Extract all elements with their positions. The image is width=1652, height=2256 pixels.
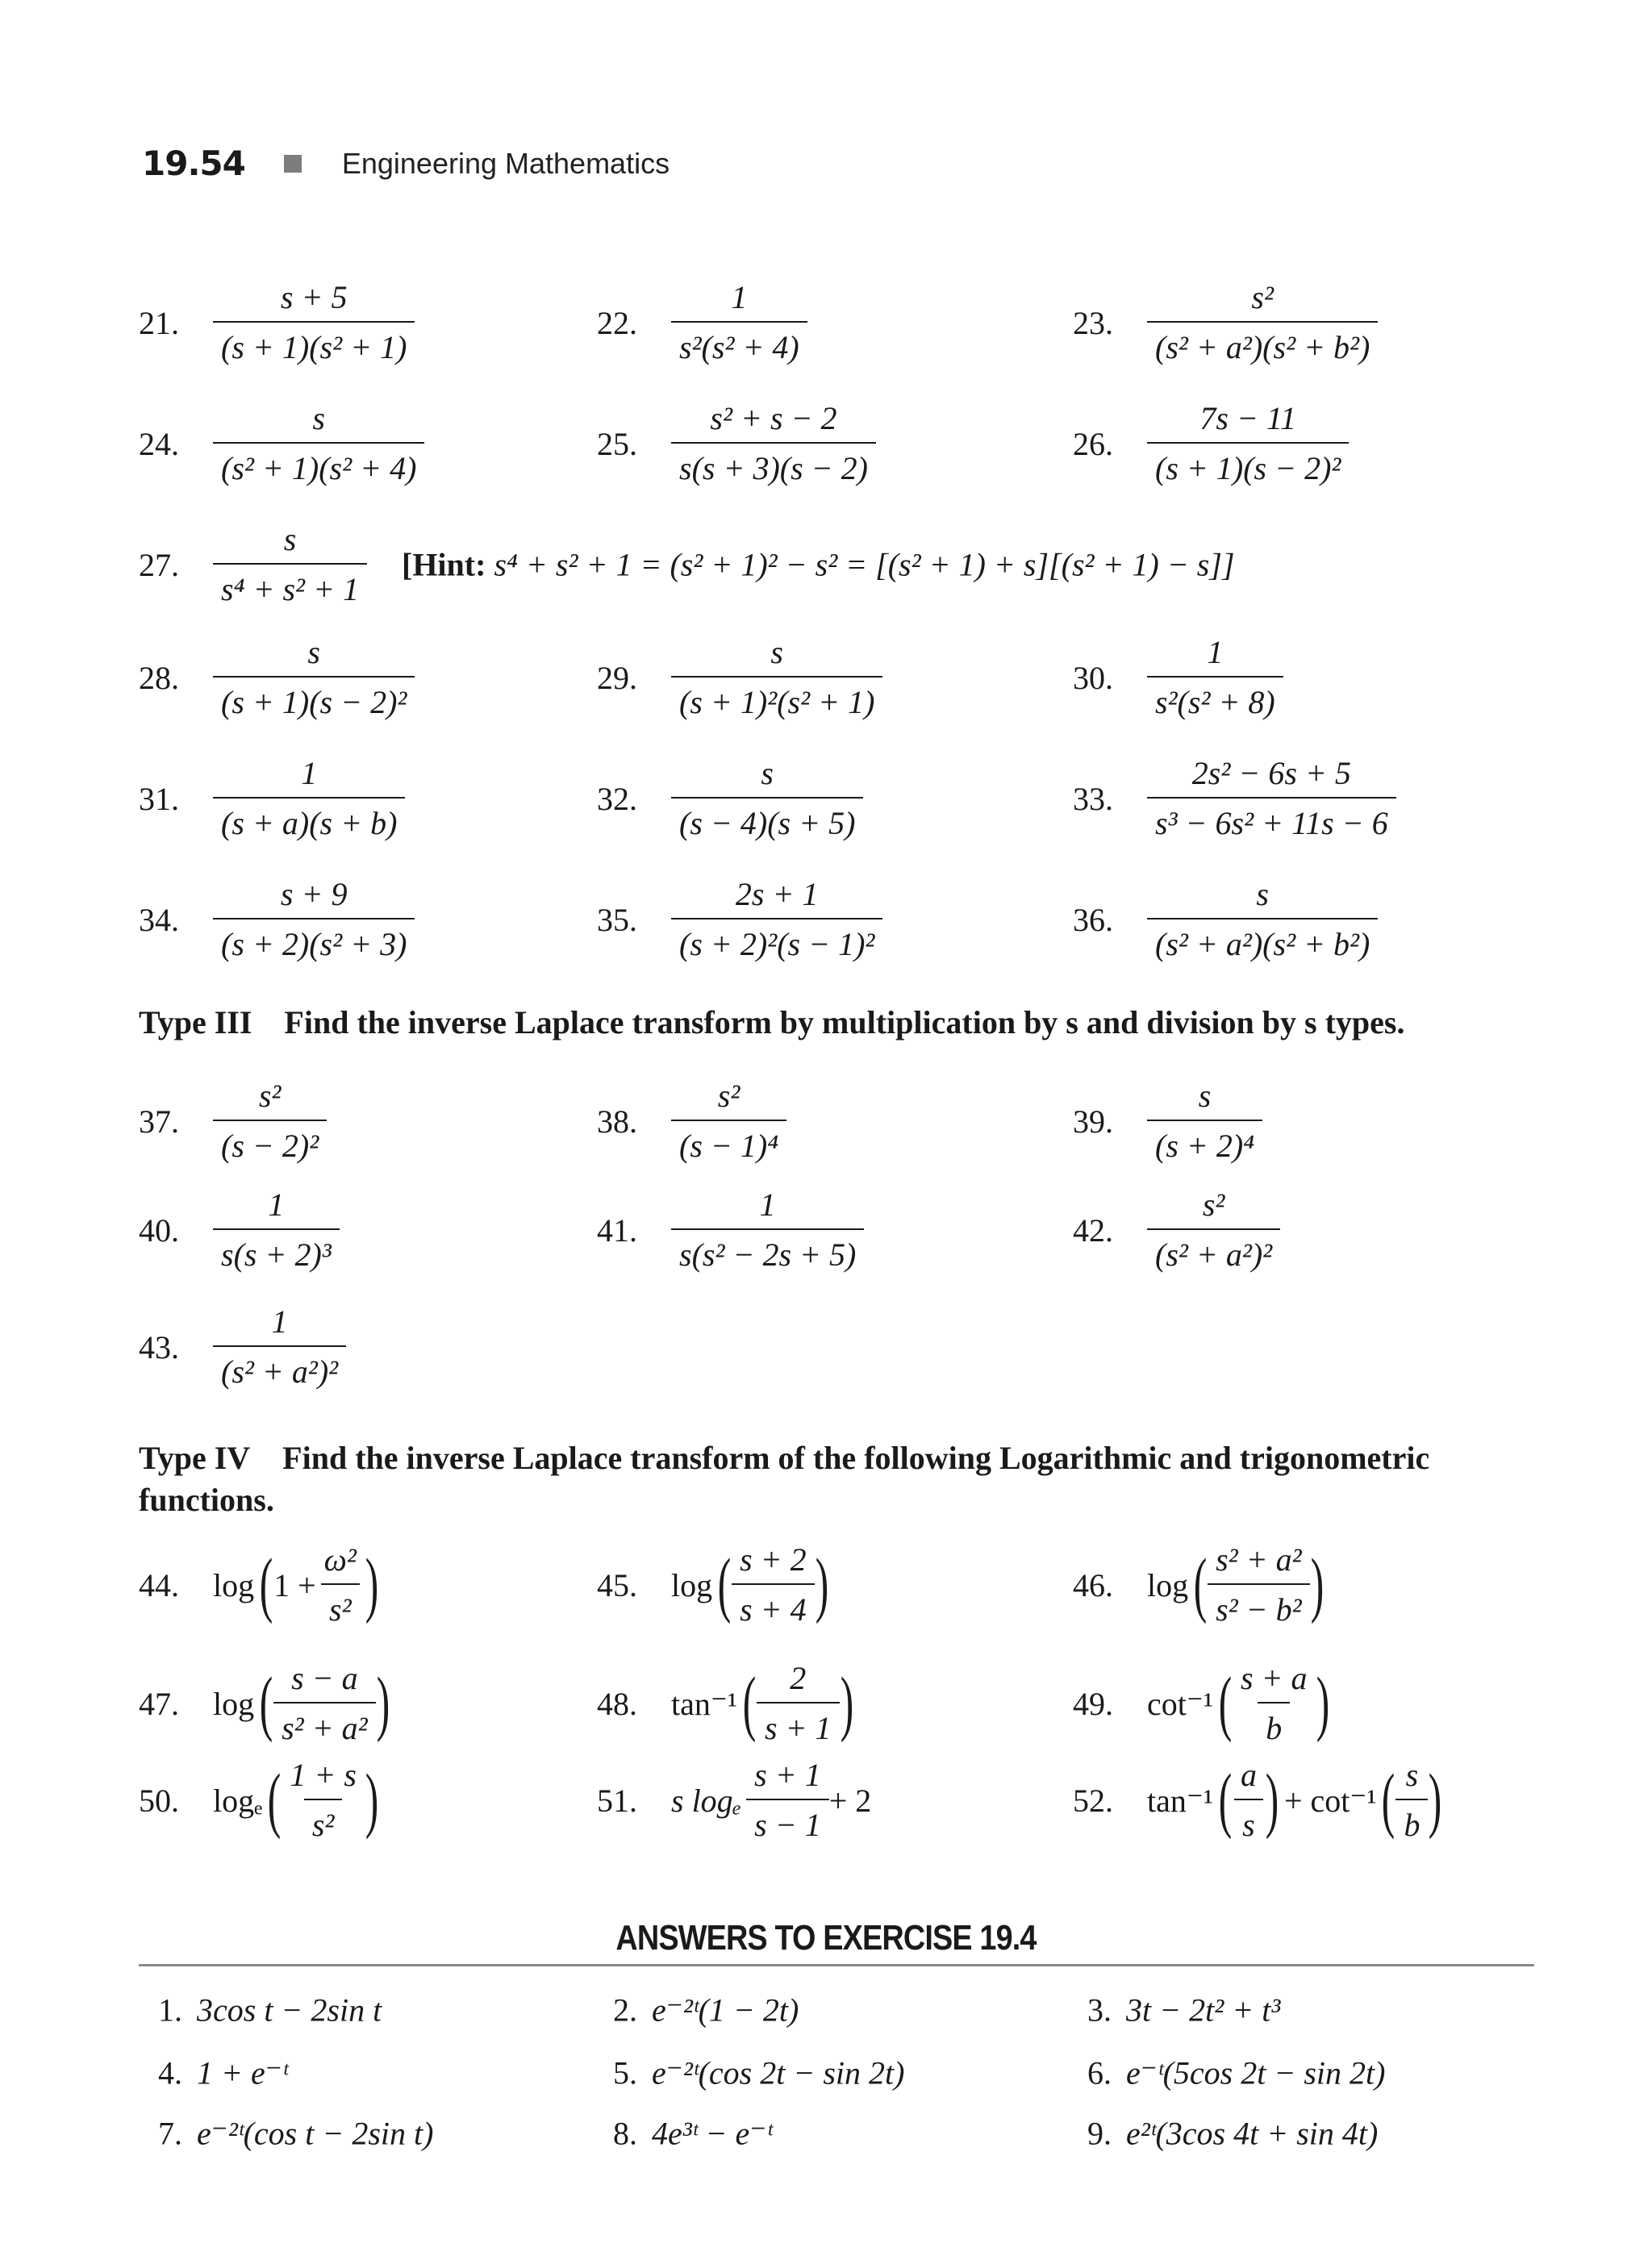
problem-29 bbox=[597, 632, 882, 723]
function-name: cot⁻¹ bbox=[1147, 1685, 1213, 1722]
denominator: (s² + a²)(s² + b²) bbox=[1147, 321, 1378, 368]
numerator: 1 + s bbox=[290, 1757, 357, 1793]
problem-45 bbox=[597, 1540, 829, 1630]
fraction bbox=[732, 1540, 815, 1630]
function-name: s logₑ bbox=[671, 1782, 742, 1819]
denominator: (s + a)(s + b) bbox=[213, 797, 405, 844]
problem-34 bbox=[139, 874, 415, 965]
fraction bbox=[671, 874, 882, 965]
open-paren: ( bbox=[717, 1545, 732, 1624]
close-paren: ) bbox=[1429, 1760, 1442, 1840]
numerator: s + 2 bbox=[740, 1541, 807, 1578]
problem-47 bbox=[139, 1658, 390, 1749]
answer-text: e⁻²ᵗ(1 − 2t) bbox=[652, 1991, 799, 2029]
denominator: (s² + a²)² bbox=[213, 1345, 346, 1392]
problem-number: 34. bbox=[139, 901, 179, 938]
denominator: s(s² − 2s + 5) bbox=[671, 1228, 864, 1275]
close-paren: ) bbox=[365, 1545, 379, 1624]
problem-number: 23. bbox=[1073, 304, 1113, 341]
problem-37 bbox=[139, 1076, 327, 1166]
problem-43 bbox=[139, 1302, 346, 1392]
problem-24 bbox=[139, 398, 424, 489]
function-name: log bbox=[213, 1566, 255, 1603]
close-paren: ) bbox=[840, 1663, 853, 1743]
numerator: 2 bbox=[790, 1660, 807, 1696]
problem-number: 26. bbox=[1073, 425, 1113, 462]
numerator: s bbox=[1256, 876, 1269, 912]
middle-term: + cot⁻¹ bbox=[1283, 1782, 1377, 1819]
denominator: s + 1 bbox=[757, 1702, 840, 1749]
answer-text: 4e³ᵗ − e⁻ᵗ bbox=[652, 2115, 773, 2152]
answer-number: 7. bbox=[158, 2115, 182, 2152]
problem-number: 21. bbox=[139, 304, 179, 341]
page-number: 19.54 bbox=[142, 144, 245, 183]
function-name: log bbox=[1147, 1566, 1189, 1603]
type-label: Type IV bbox=[139, 1440, 251, 1476]
problem-number: 31. bbox=[139, 780, 179, 817]
book-title: Engineering Mathematics bbox=[341, 146, 670, 180]
problem-number: 22. bbox=[597, 304, 637, 341]
open-paren: ( bbox=[268, 1760, 282, 1840]
denominator: b bbox=[1258, 1702, 1290, 1749]
denominator: s² bbox=[321, 1583, 360, 1630]
problem-32 bbox=[597, 753, 863, 844]
problem-number: 46. bbox=[1073, 1566, 1113, 1603]
numerator: s bbox=[283, 521, 297, 557]
problem-44 bbox=[139, 1540, 379, 1630]
fraction bbox=[671, 632, 882, 723]
denominator: (s − 4)(s + 5) bbox=[671, 797, 863, 844]
function-name: log bbox=[213, 1685, 255, 1722]
fraction bbox=[213, 753, 405, 844]
close-paren: ) bbox=[1265, 1760, 1279, 1840]
problem-22 bbox=[597, 277, 807, 368]
denominator: (s + 1)(s² + 1) bbox=[213, 321, 415, 368]
hint-label: [Hint: bbox=[402, 546, 486, 583]
function-name: tan⁻¹ bbox=[1147, 1782, 1213, 1819]
problem-number: 24. bbox=[139, 425, 179, 462]
numerator: s + 1 bbox=[754, 1757, 821, 1793]
open-paren: ( bbox=[742, 1663, 757, 1743]
answers-divider bbox=[139, 1964, 1534, 1966]
denominator: s⁴ + s² + 1 bbox=[213, 563, 367, 610]
problem-49 bbox=[1073, 1658, 1330, 1749]
problem-number: 27. bbox=[139, 546, 179, 583]
problem-52 bbox=[1073, 1755, 1442, 1845]
fraction bbox=[213, 277, 415, 368]
answer-number: 1. bbox=[158, 1991, 182, 2029]
prefix: 1 + bbox=[273, 1566, 316, 1603]
numerator: 7s − 11 bbox=[1199, 400, 1296, 436]
fraction bbox=[213, 1076, 327, 1166]
numerator: s bbox=[1198, 1078, 1212, 1114]
problem-26 bbox=[1073, 398, 1349, 489]
numerator: 2s + 1 bbox=[735, 876, 819, 912]
answer-text: e⁻²ᵗ(cos t − 2sin t) bbox=[197, 2115, 434, 2152]
denominator: (s + 1)(s − 2)² bbox=[1147, 442, 1349, 489]
problem-41 bbox=[597, 1185, 864, 1275]
problem-number: 45. bbox=[597, 1566, 637, 1603]
problem-27 bbox=[139, 519, 367, 610]
open-paren: ( bbox=[1193, 1545, 1208, 1624]
fraction bbox=[671, 398, 876, 489]
denominator: s² bbox=[304, 1799, 343, 1845]
numerator: a bbox=[1240, 1757, 1257, 1793]
problem-number: 35. bbox=[597, 901, 637, 938]
type-iii-heading bbox=[139, 1002, 1534, 1044]
numerator: s − a bbox=[291, 1660, 358, 1696]
answer-4 bbox=[158, 2054, 288, 2092]
numerator: 1 bbox=[301, 755, 318, 791]
denominator: s²(s² + 8) bbox=[1147, 676, 1283, 723]
fraction bbox=[746, 1755, 829, 1845]
denominator: s − 1 bbox=[746, 1799, 829, 1845]
denominator: (s + 2)(s² + 3) bbox=[213, 918, 415, 965]
fraction bbox=[316, 1540, 365, 1630]
header-square-icon bbox=[284, 155, 302, 173]
problem-number: 41. bbox=[597, 1211, 637, 1249]
denominator: (s + 2)⁴ bbox=[1147, 1120, 1262, 1166]
fraction bbox=[1147, 398, 1349, 489]
numerator: s bbox=[1405, 1757, 1419, 1793]
numerator: s bbox=[770, 634, 783, 670]
open-paren: ( bbox=[1218, 1760, 1233, 1840]
denominator: s²(s² + 4) bbox=[671, 321, 807, 368]
problem-50 bbox=[139, 1755, 379, 1845]
page-header bbox=[142, 144, 670, 183]
numerator: s² bbox=[717, 1078, 740, 1114]
numerator: s² + s − 2 bbox=[710, 400, 837, 436]
answer-text: 3cos t − 2sin t bbox=[197, 1991, 382, 2029]
problem-39 bbox=[1073, 1076, 1262, 1166]
fraction bbox=[213, 632, 415, 723]
problem-number: 38. bbox=[597, 1103, 637, 1140]
answers-title: ANSWERS TO EXERCISE 19.4 bbox=[615, 1918, 1037, 1958]
answer-number: 3. bbox=[1087, 1991, 1112, 2029]
problem-48 bbox=[597, 1658, 854, 1749]
denominator: s³ − 6s² + 11s − 6 bbox=[1147, 797, 1396, 844]
problem-30 bbox=[1073, 632, 1283, 723]
fraction bbox=[757, 1658, 840, 1749]
problem-23 bbox=[1073, 277, 1378, 368]
answer-2 bbox=[613, 1991, 799, 2029]
problem-number: 51. bbox=[597, 1782, 637, 1819]
problem-number: 42. bbox=[1073, 1211, 1113, 1249]
problem-35 bbox=[597, 874, 882, 965]
close-paren: ) bbox=[376, 1663, 390, 1743]
numerator: s bbox=[761, 755, 774, 791]
numerator: 1 bbox=[759, 1186, 776, 1223]
problem-40 bbox=[139, 1185, 340, 1275]
answer-1 bbox=[158, 1991, 382, 2029]
fraction bbox=[1395, 1755, 1428, 1845]
fraction bbox=[213, 874, 415, 965]
problem-21 bbox=[139, 277, 415, 368]
type-text: Find the inverse Laplace transform of the following Logarithmic and trigonometric functions. bbox=[139, 1440, 1430, 1518]
denominator: (s² + a²)(s² + b²) bbox=[1147, 918, 1378, 965]
close-paren: ) bbox=[815, 1545, 828, 1624]
problem-number: 49. bbox=[1073, 1685, 1113, 1722]
answer-number: 8. bbox=[613, 2115, 637, 2152]
problem-number: 40. bbox=[139, 1211, 179, 1249]
fraction bbox=[671, 1185, 864, 1275]
answer-number: 4. bbox=[158, 2054, 182, 2091]
fraction bbox=[213, 1185, 340, 1275]
numerator: s² + a² bbox=[1216, 1541, 1302, 1578]
fraction bbox=[1233, 1658, 1316, 1749]
answer-text: e²ᵗ(3cos 4t + sin 4t) bbox=[1126, 2115, 1379, 2152]
numerator: s + 9 bbox=[280, 876, 348, 912]
answer-6 bbox=[1087, 2054, 1385, 2092]
problem-33 bbox=[1073, 753, 1396, 844]
fraction bbox=[1147, 1076, 1262, 1166]
answer-text: 1 + e⁻ᵗ bbox=[197, 2054, 288, 2091]
denominator: s² − b² bbox=[1208, 1583, 1310, 1630]
close-paren: ) bbox=[1310, 1545, 1324, 1624]
type-iv-heading bbox=[139, 1437, 1534, 1521]
problem-number: 48. bbox=[597, 1685, 637, 1722]
problem-28 bbox=[139, 632, 415, 723]
answer-7 bbox=[158, 2115, 433, 2153]
problem-number: 25. bbox=[597, 425, 637, 462]
problem-31 bbox=[139, 753, 405, 844]
type-label: Type III bbox=[139, 1004, 252, 1040]
answer-text: e⁻²ᵗ(cos 2t − sin 2t) bbox=[652, 2054, 905, 2091]
denominator: s² + a² bbox=[273, 1702, 376, 1749]
denominator: (s² + 1)(s² + 4) bbox=[213, 442, 424, 489]
function-name: logₑ bbox=[213, 1782, 263, 1819]
fraction bbox=[671, 1076, 786, 1166]
denominator: s + 4 bbox=[732, 1583, 815, 1630]
denominator: (s² + a²)² bbox=[1147, 1228, 1280, 1275]
answer-number: 9. bbox=[1087, 2115, 1112, 2152]
suffix: + 2 bbox=[828, 1782, 872, 1819]
numerator: s + a bbox=[1240, 1660, 1308, 1696]
denominator: b bbox=[1395, 1799, 1428, 1845]
fraction bbox=[213, 519, 367, 610]
type-text: Find the inverse Laplace transform by multiplication by s and division by s types. bbox=[284, 1004, 1405, 1040]
answer-number: 5. bbox=[613, 2054, 637, 2091]
problem-number: 47. bbox=[139, 1685, 179, 1722]
problem-36 bbox=[1073, 874, 1378, 965]
hint-text: s⁴ + s² + 1 = (s² + 1)² − s² = [(s² + 1) + s][(s² + 1) − s]] bbox=[494, 546, 1235, 583]
answer-text: e⁻ᵗ(5cos 2t − sin 2t) bbox=[1126, 2054, 1386, 2091]
fraction bbox=[1147, 753, 1396, 844]
problem-25 bbox=[597, 398, 876, 489]
numerator: 1 bbox=[731, 279, 748, 315]
denominator: (s − 1)⁴ bbox=[671, 1120, 786, 1166]
problem-number: 30. bbox=[1073, 659, 1113, 696]
denominator: s(s + 3)(s − 2) bbox=[671, 442, 876, 489]
hint-27 bbox=[402, 546, 1235, 584]
answer-text: 3t − 2t² + t³ bbox=[1126, 1991, 1281, 2029]
numerator: 2s² − 6s + 5 bbox=[1191, 755, 1351, 791]
problem-46 bbox=[1073, 1540, 1325, 1630]
answer-8 bbox=[613, 2115, 772, 2153]
open-paren: ( bbox=[259, 1545, 273, 1624]
denominator: (s + 1)(s − 2)² bbox=[213, 676, 415, 723]
problem-number: 33. bbox=[1073, 780, 1113, 817]
problem-51 bbox=[597, 1755, 871, 1845]
numerator: ω² bbox=[323, 1541, 357, 1578]
numerator: s bbox=[312, 400, 325, 436]
problem-38 bbox=[597, 1076, 786, 1166]
fraction bbox=[671, 277, 807, 368]
numerator: 1 bbox=[271, 1303, 288, 1340]
problem-number: 28. bbox=[139, 659, 179, 696]
problem-number: 39. bbox=[1073, 1103, 1113, 1140]
fraction bbox=[213, 1302, 346, 1392]
numerator: s² bbox=[258, 1078, 282, 1114]
problem-number: 50. bbox=[139, 1782, 179, 1819]
numerator: s² bbox=[1202, 1186, 1225, 1223]
denominator: s(s + 2)³ bbox=[213, 1228, 340, 1275]
function-name: tan⁻¹ bbox=[671, 1685, 737, 1722]
problem-number: 36. bbox=[1073, 901, 1113, 938]
answer-number: 6. bbox=[1087, 2054, 1112, 2091]
fraction bbox=[1147, 632, 1283, 723]
problem-number: 44. bbox=[139, 1566, 179, 1603]
open-paren: ( bbox=[1382, 1760, 1395, 1840]
fraction bbox=[282, 1755, 365, 1845]
denominator: s bbox=[1234, 1799, 1263, 1845]
fraction bbox=[1147, 277, 1378, 368]
denominator: (s − 2)² bbox=[213, 1120, 327, 1166]
open-paren: ( bbox=[259, 1663, 273, 1743]
fraction bbox=[671, 753, 863, 844]
fraction bbox=[1147, 1185, 1280, 1275]
fraction bbox=[213, 398, 424, 489]
numerator: s bbox=[307, 634, 320, 670]
answer-5 bbox=[613, 2054, 904, 2092]
numerator: 1 bbox=[268, 1186, 285, 1223]
answer-3 bbox=[1087, 1991, 1280, 2029]
fraction bbox=[1208, 1540, 1310, 1630]
fraction bbox=[273, 1658, 376, 1749]
problem-number: 29. bbox=[597, 659, 637, 696]
denominator: (s + 1)²(s² + 1) bbox=[671, 676, 882, 723]
problem-42 bbox=[1073, 1185, 1280, 1275]
fraction bbox=[1147, 874, 1378, 965]
numerator: s + 5 bbox=[280, 279, 348, 315]
fraction bbox=[1233, 1755, 1265, 1845]
problem-number: 37. bbox=[139, 1103, 179, 1140]
answer-9 bbox=[1087, 2115, 1378, 2153]
close-paren: ) bbox=[1316, 1663, 1329, 1743]
problem-number: 43. bbox=[139, 1328, 179, 1366]
close-paren: ) bbox=[365, 1760, 379, 1840]
numerator: 1 bbox=[1207, 634, 1224, 670]
function-name: log bbox=[671, 1566, 713, 1603]
answer-number: 2. bbox=[613, 1991, 637, 2029]
problem-number: 32. bbox=[597, 780, 637, 817]
problem-number: 52. bbox=[1073, 1782, 1113, 1819]
denominator: (s + 2)²(s − 1)² bbox=[671, 918, 882, 965]
numerator: s² bbox=[1251, 279, 1274, 315]
open-paren: ( bbox=[1218, 1663, 1233, 1743]
